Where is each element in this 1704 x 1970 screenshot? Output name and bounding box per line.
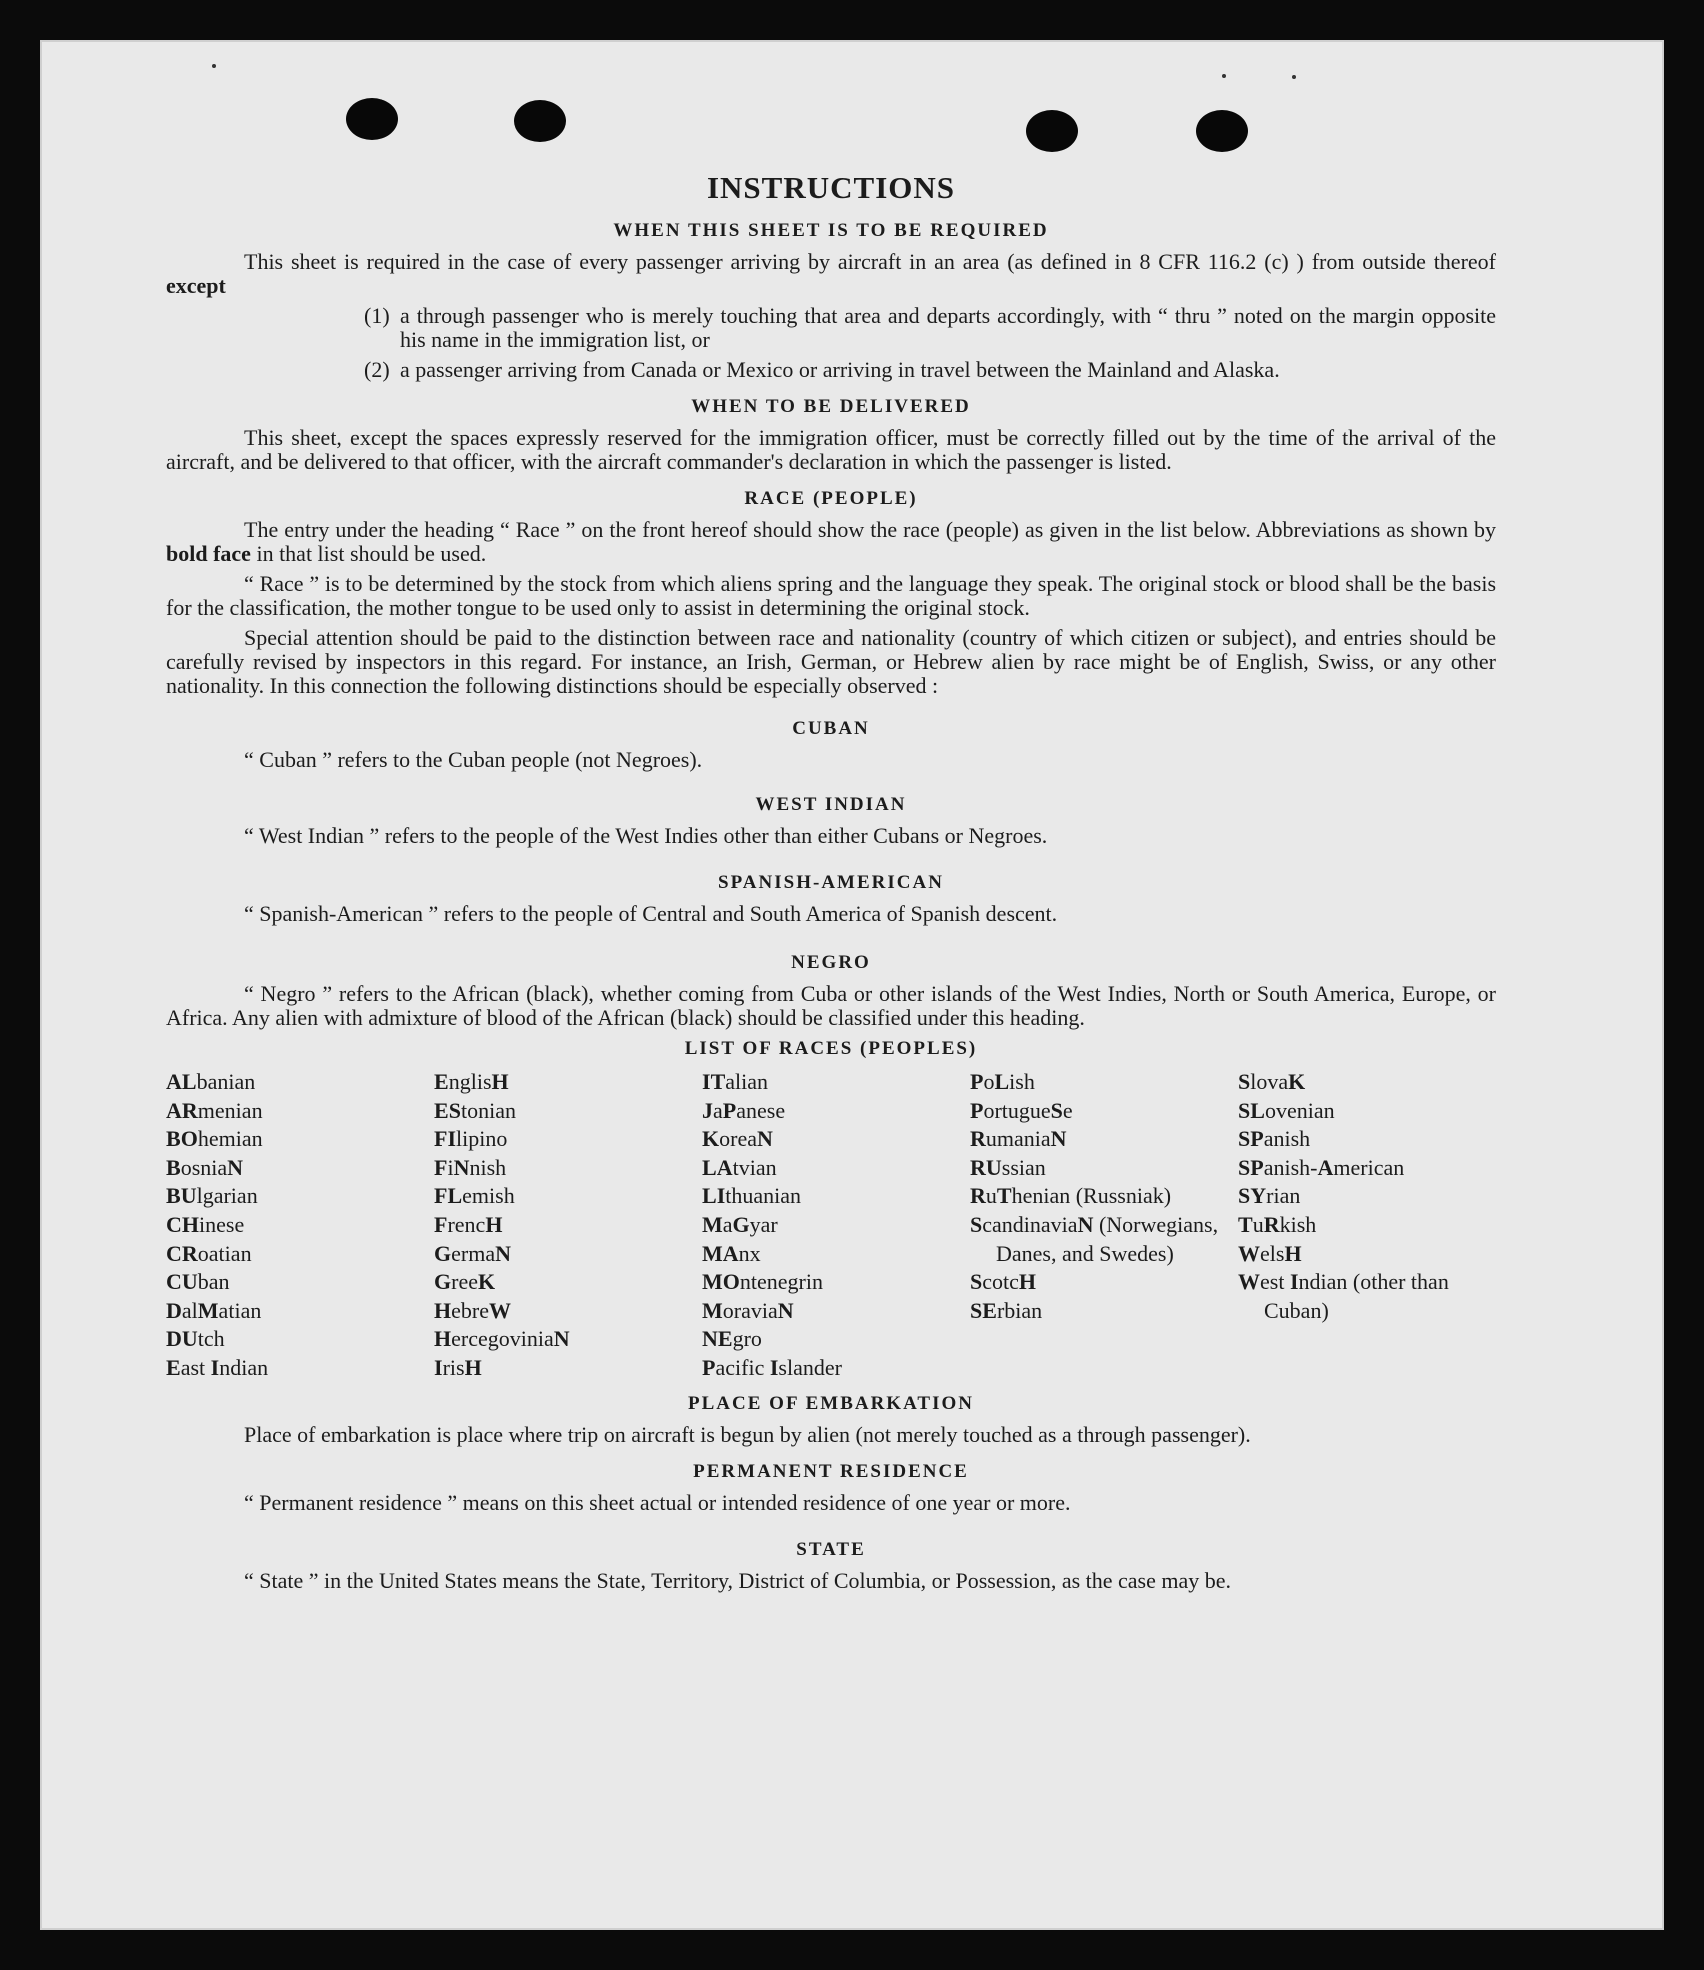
race-item: CHinese (166, 1211, 245, 1237)
exception-item-2: (2) a passenger arriving from Canada or Mexico or arriving in travel between the Mainland and Alaska. (364, 357, 1280, 382)
races-column-3 (702, 1068, 970, 1383)
race-item: TuRkish (1238, 1211, 1317, 1237)
heading-residence: PERMANENT RESIDENCE (693, 1460, 969, 1482)
race-item: FiNnish (434, 1154, 507, 1180)
embarkation-text: Place of embarkation is place where trip on aircraft is begun by alien (not merely touched as a through passenger). (244, 1421, 1251, 1447)
race-item: EStonian (434, 1097, 516, 1123)
race-item: RUssian (970, 1154, 1046, 1180)
race-item: EnglisH (434, 1069, 509, 1094)
heading-west-indian: WEST INDIAN (755, 794, 907, 815)
exception-item-1: (1) a through passenger who is merely touching that area and departs accordingly, with “ thru ” noted on the margin opposite his name in the immigration list, or (364, 303, 1496, 352)
race-item: SlovaK (1238, 1069, 1306, 1094)
races-list (166, 1068, 1496, 1383)
race-item: SPanish (1238, 1126, 1311, 1152)
race-item: BOhemian (166, 1126, 263, 1152)
negro-text: “ Negro ” refers to the African (black), whether coming from Cuba or other islands of the West Indies, North or South America, Europe, or Africa. Any alien with admixture of blood of the African (black) should be classified under this heading. (166, 981, 1496, 1030)
heading-state: STATE (796, 1538, 866, 1560)
race-item: PoLish (970, 1069, 1035, 1094)
when-delivered-text: This sheet, except the spaces expressly reserved for the immigration officer, must be correctly filled out by the time of the arrival of the aircraft, and be delivered to that officer, with the aircraft commander's declaration in which the passenger is listed. (166, 425, 1496, 474)
heading-when-delivered: WHEN TO BE DELIVERED (691, 396, 971, 417)
state-text: “ State ” in the United States means the State, Territory, District of Columbia, or Possession, as the case may be. (244, 1567, 1232, 1593)
race-item: MaGyar (702, 1211, 778, 1237)
race-item: CRoatian (166, 1240, 252, 1266)
heading-list-of-races: LIST OF RACES (PEOPLES) (684, 1038, 978, 1059)
race-item: ALbanian (166, 1069, 256, 1094)
document-sheet (40, 40, 1664, 1930)
race-item: WelsH (1238, 1240, 1302, 1266)
race-item: MAnx (702, 1240, 761, 1266)
heading-spanish-american: SPANISH-AMERICAN (718, 872, 944, 893)
race-item: FIlipino (434, 1126, 508, 1152)
speck (212, 64, 216, 68)
races-column-4 (970, 1068, 1238, 1383)
race-item: CUban (166, 1269, 230, 1295)
race-item: GreeK (434, 1269, 496, 1295)
race-item: MOntenegrin (702, 1269, 823, 1295)
race-item: East Indian (166, 1354, 269, 1380)
spanish-american-text: “ Spanish-American ” refers to the people of Central and South America of Spanish descent. (244, 901, 1058, 926)
race-paragraph-2: “ Race ” is to be determined by the stock from which aliens spring and the language they speak. The original stock or blood shall be the basis for the classification, the mother tongue to be used only to assist in determining the original stock. (166, 571, 1496, 620)
race-item: HercegoviniaN (434, 1326, 570, 1352)
west-indian-text: “ West Indian ” refers to the people of the West Indies other than either Cubans or Negroes. (244, 823, 1048, 848)
residence-text: “ Permanent residence ” means on this sheet actual or intended residence of one year or more. (244, 1489, 1071, 1515)
race-item: ARmenian (166, 1097, 263, 1123)
races-column-2 (434, 1068, 702, 1383)
race-item: SErbian (970, 1297, 1043, 1323)
race-item: West Indian (other than Cuban) (1238, 1269, 1449, 1323)
race-item: JaPanese (702, 1097, 786, 1123)
race-item: IrisH (434, 1354, 482, 1380)
race-item: MoraviaN (702, 1297, 794, 1323)
heading-when-required: WHEN THIS SHEET IS TO BE REQUIRED (613, 220, 1049, 241)
race-item: NEgro (702, 1326, 762, 1352)
race-item: ScandinaviaN (Norwegians, Danes, and Swedes) (970, 1211, 1219, 1266)
race-item: BUlgarian (166, 1183, 258, 1209)
race-item: LAtvian (702, 1154, 777, 1180)
race-item: SPanish-American (1238, 1154, 1405, 1180)
heading-negro: NEGRO (791, 952, 871, 973)
page-title: INSTRUCTIONS (706, 170, 955, 205)
race-item: ScotcH (970, 1269, 1037, 1295)
race-item: FrencH (434, 1211, 503, 1237)
when-required-intro: This sheet is required in the case of every passenger arriving by aircraft in an area (as defined in 8 CFR 116.2 (c) ) from outside thereof except (166, 249, 1496, 298)
race-item: Pacific Islander (702, 1354, 842, 1380)
race-item: PortugueSe (970, 1097, 1073, 1123)
race-item: HebreW (434, 1297, 511, 1323)
race-item: BosniaN (166, 1154, 244, 1180)
speck (1222, 74, 1226, 78)
race-item: DUtch (166, 1326, 225, 1352)
heading-race: RACE (PEOPLE) (744, 488, 918, 509)
race-paragraph-1: The entry under the heading “ Race ” on the front hereof should show the race (people) as given in the list below. Abbreviations as shown by bold face in that list should be used. (166, 517, 1496, 566)
race-item: GermaN (434, 1240, 511, 1266)
race-item: DalMatian (166, 1297, 262, 1323)
race-item: RumaniaN (970, 1126, 1067, 1152)
race-item: SLovenian (1238, 1097, 1335, 1123)
race-item: ITalian (702, 1069, 769, 1094)
races-column-1 (166, 1068, 434, 1383)
race-item: KoreaN (702, 1126, 773, 1152)
cuban-text: “ Cuban ” refers to the Cuban people (not Negroes). (244, 747, 703, 772)
race-item: RuThenian (Russniak) (970, 1183, 1172, 1209)
race-item: FLemish (434, 1183, 515, 1209)
document-content (166, 132, 1496, 1599)
races-column-5 (1238, 1068, 1496, 1383)
race-paragraph-3: Special attention should be paid to the distinction between race and nationality (country of which citizen or subject), and entries should be carefully revised by inspectors in this regard. For instance, an Irish, German, or Hebrew alien by race might be of English, Swiss, or any other nationality. In this connection the following distinctions should be especially observed : (166, 625, 1496, 698)
race-item: SYrian (1238, 1183, 1301, 1209)
heading-embarkation: PLACE OF EMBARKATION (688, 1392, 974, 1414)
race-item: LIthuanian (702, 1183, 802, 1209)
heading-cuban: CUBAN (792, 718, 870, 739)
speck (1292, 75, 1296, 79)
